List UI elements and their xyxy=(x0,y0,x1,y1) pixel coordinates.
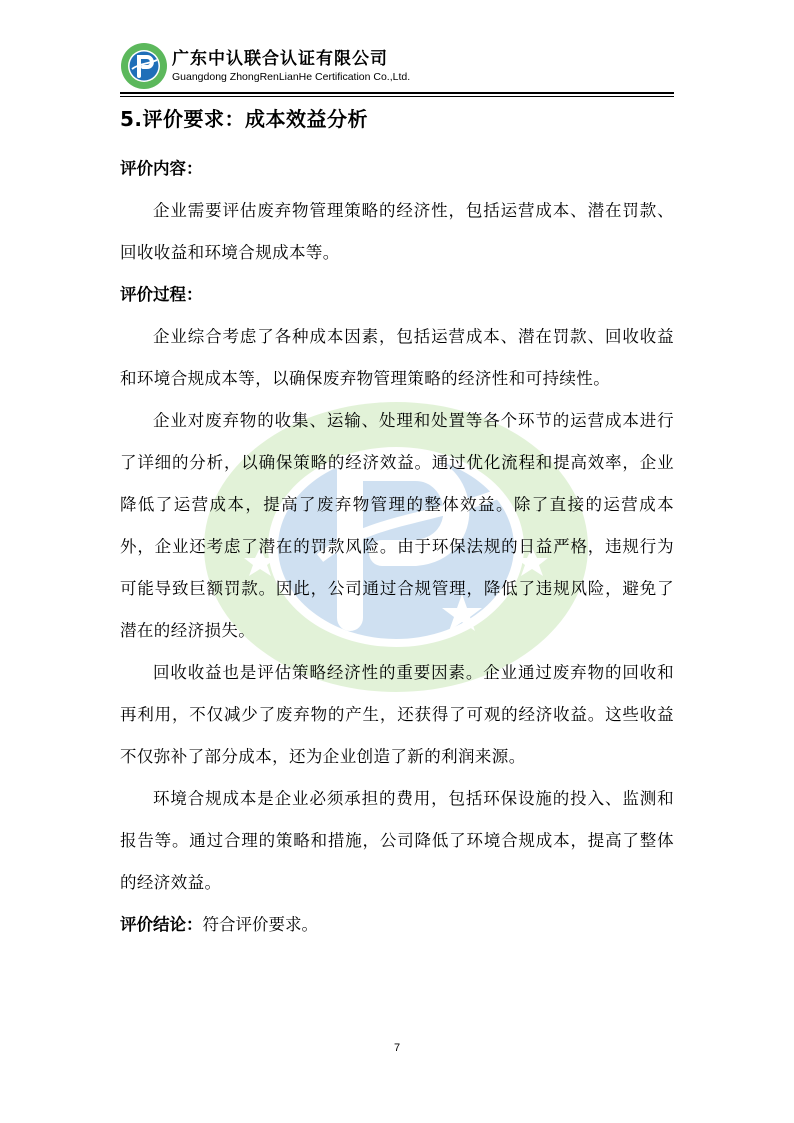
content-paragraph: 企业需要评估废弃物管理策略的经济性，包括运营成本、潜在罚款、回收收益和环境合规成本等。 xyxy=(120,201,674,262)
company-name-cn: 广东中认联合认证有限公司 xyxy=(172,49,388,69)
process-paragraph: 环境合规成本是企业必须承担的费用，包括环保设施的投入、监测和报告等。通过合理的策略和措施，公司降低了环境合规成本，提高了整体的经济效益。 xyxy=(120,789,674,892)
main-content xyxy=(120,102,674,946)
page-header xyxy=(120,40,674,98)
conclusion-line xyxy=(120,904,674,946)
company-name-en: Guangdong ZhongRenLianHe Certification Co.,Ltd. xyxy=(172,71,411,83)
conclusion-label: 评价结论： xyxy=(120,915,203,934)
header-divider-thick xyxy=(120,92,674,94)
process-paragraph: 企业综合考虑了各种成本因素，包括运营成本、潜在罚款、回收收益和环境合规成本等，以确保废弃物管理策略的经济性和可持续性。 xyxy=(120,327,674,388)
header-divider-thin xyxy=(120,96,674,97)
section-title: 5.评价要求：成本效益分析 xyxy=(120,107,369,131)
company-logo-icon xyxy=(120,42,168,90)
content-label: 评价内容： xyxy=(120,159,203,178)
process-paragraph: 回收收益也是评估策略经济性的重要因素。企业通过废弃物的回收和再利用，不仅减少了废弃物的产生，还获得了可观的经济收益。这些收益不仅弥补了部分成本，还为企业创造了新的利润来源。 xyxy=(120,663,674,766)
conclusion-text: 符合评价要求。 xyxy=(202,915,318,934)
page-number: 7 xyxy=(393,1042,401,1054)
process-label: 评价过程： xyxy=(120,285,203,304)
process-paragraph: 企业对废弃物的收集、运输、处理和处置等各个环节的运营成本进行了详细的分析，以确保策略的经济效益。通过优化流程和提高效率，企业降低了运营成本，提高了废弃物管理的整体效益。除了直接的运营成本外，企业还考虑了潜在的罚款风险。由于环保法规的日益严格，违规行为可能导致巨额罚款。因此，公司通过合规管理，降低了违规风险，避免了潜在的经济损失。 xyxy=(120,411,674,640)
